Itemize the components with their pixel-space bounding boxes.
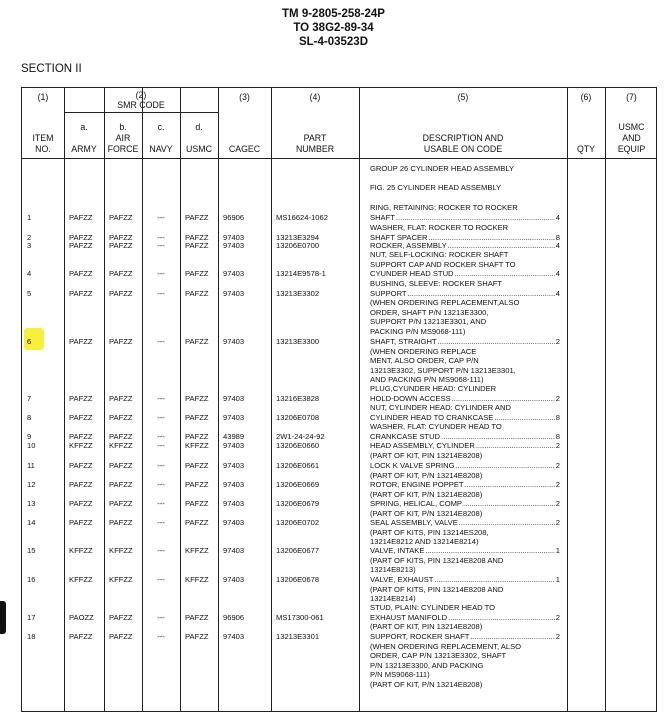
row-1-part: MS16624-1062 [276,212,328,222]
description-text: SPRING, HELICAL, COMP [370,499,462,508]
row-6-army: PAFZZ [69,337,93,346]
usmc-equip-header: USMC AND EQUIP [617,122,646,154]
row-11-army: PAFZZ [69,461,93,470]
description-text: SHAFT [370,212,395,222]
row-6-part: 13213E3300 [276,337,320,346]
leader-dots [476,441,555,451]
row-13-usmc: PAFZZ [185,499,209,508]
description-note-line: (PART OF KITS, PIN 13214ES208, [370,527,489,537]
air-force-header: AIR FORCE [107,133,139,154]
row-15-description [370,546,560,575]
description-text: SEAL ASSEMBLY, VALVE [370,518,458,527]
row-16-navy: --- [157,575,165,584]
row-18-army: PAFZZ [69,632,93,641]
row-15-air: KFFZZ [109,546,133,555]
row-12-usmc: PAFZZ [185,480,209,489]
qty-header: QTY [576,144,596,154]
row-3-air: PAFZZ [109,241,133,250]
row-1-cagec: 96906 [223,212,245,222]
row-11-usmc: PAFZZ [185,461,209,470]
row-4-usmc: PAFZZ [185,269,209,278]
row-6-description [370,337,560,385]
row-7-army: PAFZZ [69,393,93,403]
description-leader-line [370,518,560,528]
description-note-line: 13213E3302, SUPPORT P/N 13213E3301, [370,365,516,375]
row-15-qty: 1 [555,546,560,555]
row-8-part: 13206E0708 [276,412,320,422]
row-10-part: 13206E0660 [276,441,320,450]
document-header [0,7,667,49]
row-15-cagec: 97403 [223,546,245,555]
description-note-line: (PART OF KIT, P/N 13214E8208) [370,508,483,518]
row-1-item: 1 [27,212,32,222]
row-2-navy: --- [157,232,165,242]
row-5-army: PAFZZ [69,288,93,298]
row-3-army: PAFZZ [69,241,93,250]
row-3-navy: --- [157,241,165,250]
row-12-qty: 2 [555,480,560,489]
row-6-cagec: 97403 [223,337,245,346]
description-text: CRANKCASE STUD [370,431,441,441]
row-11-navy: --- [157,461,165,470]
description-note-line: (PART OF KITS, PIN 13214E8208 AND [370,555,504,565]
description-note-line: P/N MS9068-111) [370,670,430,679]
row-9-usmc: PAFZZ [185,431,209,441]
description-text: HEAD ASSEMBLY, CYLINDER [370,441,475,450]
row-17-army: PAOZZ [69,612,94,622]
row-2-army: PAFZZ [69,232,93,242]
leader-dots [434,575,554,585]
navy-header: NAVY [149,144,173,154]
description-line: WASHER, FLAT: ROCKER TO ROCKER [370,223,509,232]
row-14-air: PAFZZ [109,518,133,527]
smr-d-label: d. [195,122,203,132]
row-2-item: 2 [27,232,32,242]
row-18-air: PAFZZ [109,632,133,641]
row-9-part: 2W1-24-24-92 [276,431,325,441]
smr-a-label: a. [80,122,88,132]
row-3-item: 3 [27,241,32,250]
description-note-line: (PART OF KIT, P/N 13214E8208) [370,489,483,499]
leader-dots [494,413,554,423]
description-note-line: (PART OF KIT, P/N 13214E8208) [370,470,483,480]
row-14-qty: 2 [555,518,560,527]
row-18-cagec: 97403 [223,632,245,641]
row-15-navy: --- [157,546,165,555]
row-10-qty: 2 [555,441,560,450]
row-10-item: 10 [27,441,36,450]
parts-list-table [21,87,657,712]
row-13-navy: --- [157,499,165,508]
row-11-part: 13206E0661 [276,461,320,470]
description-leader-line [370,432,560,442]
row-6-navy: --- [157,337,165,346]
group-title: GROUP 26 CYLINDER HEAD ASSEMBLY [370,164,515,173]
row-14-usmc: PAFZZ [185,518,209,527]
row-10-cagec: 97403 [223,441,245,450]
row-5-part: 13213E3302 [276,288,320,298]
description-text: EXHAUST MANIFOLD [370,612,448,622]
row-9-navy: --- [157,431,165,441]
row-8-description [370,403,560,422]
row-2-cagec: 97403 [223,232,245,242]
description-note-line: (PART OF KIT, PIN 13214E8208) [370,450,483,460]
row-14-part: 13206E0702 [276,518,320,527]
row-4-air: PAFZZ [109,269,133,278]
row-8-qty: 8 [555,412,560,422]
description-leader-line [370,499,560,509]
row-16-qty: 1 [555,575,560,584]
row-17-navy: --- [157,612,165,622]
description-note-line: ORDER, CAP P/N 13213E3302, SHAFT [370,651,507,660]
row-12-army: PAFZZ [69,480,93,489]
description-leader-line [370,441,560,451]
row-2-usmc: PAFZZ [185,232,209,242]
row-7-air: PAFZZ [109,393,133,403]
row-14-navy: --- [157,518,165,527]
army-header: ARMY [71,144,97,154]
row-14-item: 14 [27,518,36,527]
row-10-army: KFFZZ [69,441,93,450]
row-14-description [370,518,560,547]
description-text: CYLINDER HEAD TO CRANKCASE [370,412,494,422]
row-6-qty: 2 [555,337,560,346]
description-leader-line [370,632,560,642]
to-number: TO 38G2-89-34 [293,22,374,34]
smr-b-label: b. [119,122,127,132]
col-5-number: (5) [457,92,469,102]
row-8-navy: --- [157,412,165,422]
row-18-navy: --- [157,632,165,641]
row-16-part: 13206E0678 [276,575,320,584]
description-line: SUPPORT CAP AND ROCKER SHAFT TO [370,259,516,269]
row-16-cagec: 97403 [223,575,245,584]
description-leader-line [370,289,560,299]
row-17-part: MS17300-061 [276,612,324,622]
item-no-header: ITEM NO. [32,133,54,154]
row-9-qty: 8 [555,431,560,441]
description-leader-line [370,269,560,279]
description-text: LOCK K VALVE SPRING [370,461,455,470]
row-17-usmc: PAFZZ [185,612,209,622]
section-title: SECTION II [21,63,82,75]
row-16-item: 16 [27,575,36,584]
row-8-cagec: 97403 [223,412,245,422]
leader-dots [441,432,555,442]
row-9-air: PAFZZ [109,431,133,441]
description-text: SHAFT SPACER [370,232,428,242]
description-note-line: (WHEN ORDERING REPLACEMENT, ALSO [370,641,522,651]
row-8-air: PAFZZ [109,412,133,422]
row-10-air: KFFZZ [109,441,133,450]
row-4-part: 13214E9578-1 [276,269,326,278]
description-leader-line [370,480,560,490]
leader-dots [465,480,555,490]
description-leader-line [370,337,560,347]
row-2-description [370,223,560,242]
description-text: VALVE, INTAKE [370,546,425,555]
row-12-navy: --- [157,480,165,489]
row-4-army: PAFZZ [69,269,93,278]
row-11-description [370,461,560,480]
description-text: CYUNDER HEAD STUD [370,269,454,278]
row-3-part: 13206E0700 [276,241,320,250]
row-2-air: PAFZZ [109,232,133,242]
description-note-line: SUPPORT P/N 13213E3301, AND [370,317,487,326]
description-line: NUT, CYLINDER HEAD: CYLINDER AND [370,403,511,412]
sl-number: SL-4-03523D [298,36,369,48]
row-8-item: 8 [27,412,32,422]
col-2-number: (2) [135,90,147,100]
row-3-qty: 4 [555,241,560,250]
row-7-part: 13216E3828 [276,393,320,403]
description-text: SUPPORT [370,288,407,298]
tm-number: TM 9-2805-258-24P [282,8,385,20]
row-7-qty: 2 [555,393,560,403]
description-leader-line [370,413,560,423]
leader-dots [463,499,555,509]
row-2-qty: 8 [555,232,560,242]
row-1-qty: 4 [555,212,560,222]
row-6-air: PAFZZ [109,337,133,346]
leader-dots [438,337,555,347]
description-note-line: (WHEN ORDERING REPLACE [370,346,477,356]
row-18-qty: 2 [555,632,560,641]
col-1-number: (1) [37,92,49,102]
description-leader-line [370,394,560,404]
row-11-air: PAFZZ [109,461,133,470]
smr-code-label: SMR CODE [117,100,165,110]
description-leader-line [370,613,560,623]
row-15-part: 13206E0677 [276,546,320,555]
description-line: NUT, SELF-LOCKING: ROCKER SHAFT [370,250,509,259]
row-17-description [370,603,560,632]
description-note-line: 13214E8213) [370,565,416,574]
row-13-description [370,499,560,518]
row-11-cagec: 97403 [223,461,245,470]
row-9-description [370,422,560,441]
row-17-qty: 2 [555,612,560,622]
col-7-number: (7) [626,92,637,102]
row-5-item: 5 [27,288,32,298]
row-12-air: PAFZZ [109,480,133,489]
row-18-description [370,632,560,689]
row-7-navy: --- [157,393,165,403]
row-16-description [370,575,560,604]
row-9-cagec: 43989 [223,431,245,441]
row-10-usmc: KFFZZ [185,441,209,450]
row-5-qty: 4 [555,288,560,298]
leader-dots [408,289,555,299]
leader-dots [396,213,555,223]
row-1-description [370,203,560,222]
row-12-part: 13206E0669 [276,480,320,489]
row-11-item: 11 [27,461,35,470]
description-note-line: PACKING P/N MS9068-111) [370,326,466,336]
row-3-usmc: PAFZZ [185,241,209,250]
row-5-usmc: PAFZZ [185,288,209,298]
row-11-qty: 2 [555,461,560,470]
description-note-line: AND PACKING P/N MS9068-111) [370,375,484,384]
leader-dots [425,546,554,556]
part-number-header: PART NUMBER [295,133,335,154]
description-line: PLUG,CYUNDER HEAD: CYLINDER [370,384,497,393]
leader-dots [456,461,555,471]
description-note-line: (PART OF KIT, P/N 13214E8208) [370,679,483,689]
description-text: ROTOR, ENGINE POPPET [370,480,464,489]
row-13-air: PAFZZ [109,499,133,508]
description-note-line: 13214E8212 AND 13214E8214) [370,537,479,546]
row-17-air: PAFZZ [109,612,133,622]
description-line: BUSHING, SLEEVE: ROCKER SHAFT [370,279,503,288]
leader-dots [455,269,555,279]
row-9-item: 9 [27,431,32,441]
leader-dots [470,632,554,642]
description-header: DESCRIPTION AND USABLE ON CODE [422,133,504,154]
row-14-army: PAFZZ [69,518,93,527]
row-4-description [370,250,560,279]
row-5-cagec: 97403 [223,288,245,298]
row-17-item: 17 [27,612,36,622]
row-1-navy: --- [157,212,165,222]
row-13-part: 13206E0679 [276,499,320,508]
row-18-item: 18 [27,632,36,641]
row-1-army: PAFZZ [69,212,93,222]
row-6-usmc: PAFZZ [185,337,209,346]
row-13-qty: 2 [555,499,560,508]
description-note-line: MENT, ALSO ORDER, CAP P/N [370,356,479,365]
row-17-cagec: 96906 [223,612,245,622]
description-text: SHAFT, STRAIGHT [370,337,437,346]
row-15-item: 15 [27,546,36,555]
row-4-qty: 4 [555,269,560,278]
col-6-number: (6) [580,92,592,102]
row-4-item: 4 [27,269,32,278]
row-3-cagec: 97403 [223,241,245,250]
cagec-header: CAGEC [228,144,261,154]
col-3-number: (3) [239,92,250,102]
description-note-line: (PART OF KIT, PIN 13214E8208) [370,622,483,631]
row-12-cagec: 97403 [223,480,245,489]
row-15-army: KFFZZ [69,546,93,555]
description-line: STUD, PLAIN: CYLINDER HEAD TO [370,603,496,612]
row-5-navy: --- [157,288,165,298]
row-2-part: 13213E3294 [276,232,320,242]
description-leader-line [370,213,560,223]
row-8-army: PAFZZ [69,412,93,422]
description-leader-line [370,461,560,471]
description-text: ROCKER, ASSEMBLY [370,241,447,250]
row-12-item: 12 [27,480,36,489]
description-note-line: (PART OF KITS, PIN 13214E8208 AND [370,584,504,594]
row-13-army: PAFZZ [69,499,93,508]
smr-c-label: c. [157,122,165,132]
description-note-line: (WHEN ORDERING REPLACEMENT,ALSO [370,298,520,307]
row-7-cagec: 97403 [223,393,245,403]
row-5-description [370,279,560,336]
row-18-usmc: PAFZZ [185,632,209,641]
description-line: RING, RETAINING: ROCKER TO ROCKER [370,203,518,212]
description-leader-line [370,575,560,585]
row-12-description [370,480,560,499]
description-text: VALVE, EXHAUST [370,575,434,584]
row-16-army: KFFZZ [69,575,93,584]
description-leader-line [370,546,560,556]
row-8-usmc: PAFZZ [185,412,209,422]
row-4-cagec: 97403 [223,269,245,278]
row-16-air: KFFZZ [109,575,133,584]
description-text: HOLD-DOWN ACCESS [370,393,451,403]
row-16-usmc: KFFZZ [185,575,209,584]
row-13-cagec: 97403 [223,499,245,508]
page-edge-tab [0,601,6,634]
row-1-usmc: PAFZZ [185,212,209,222]
description-note-line: P/N 13213E3300, AND PACKING [370,660,484,670]
row-1-air: PAFZZ [109,212,133,222]
row-5-air: PAFZZ [109,288,133,298]
row-4-navy: --- [157,269,165,278]
leader-dots [448,613,555,623]
usmc-header: USMC [186,144,212,154]
row-18-part: 13213E3301 [276,632,320,641]
description-note-line: ORDER, SHAFT P/N 13213E3300, [370,307,489,317]
row-7-item: 7 [27,393,32,403]
row-6-item: 6 [27,337,32,346]
description-note-line: 13214E8214) [370,594,416,603]
leader-dots [452,394,555,404]
row-10-description [370,441,560,460]
row-7-description [370,384,560,403]
row-7-usmc: PAFZZ [185,393,209,403]
row-9-army: PAFZZ [69,431,93,441]
description-text: SUPPORT, ROCKER SHAFT [370,632,470,641]
leader-dots [459,518,555,528]
row-13-item: 13 [27,499,36,508]
row-14-cagec: 97403 [223,518,245,527]
row-10-navy: --- [157,441,165,450]
col-4-number: (4) [309,92,321,102]
row-15-usmc: KFFZZ [185,546,209,555]
figure-title: FIG. 25 CYLINDER HEAD ASSEMBLY [370,183,502,192]
description-line: WASHER, FLAT: CYUNDER HEAD TO [370,422,502,431]
